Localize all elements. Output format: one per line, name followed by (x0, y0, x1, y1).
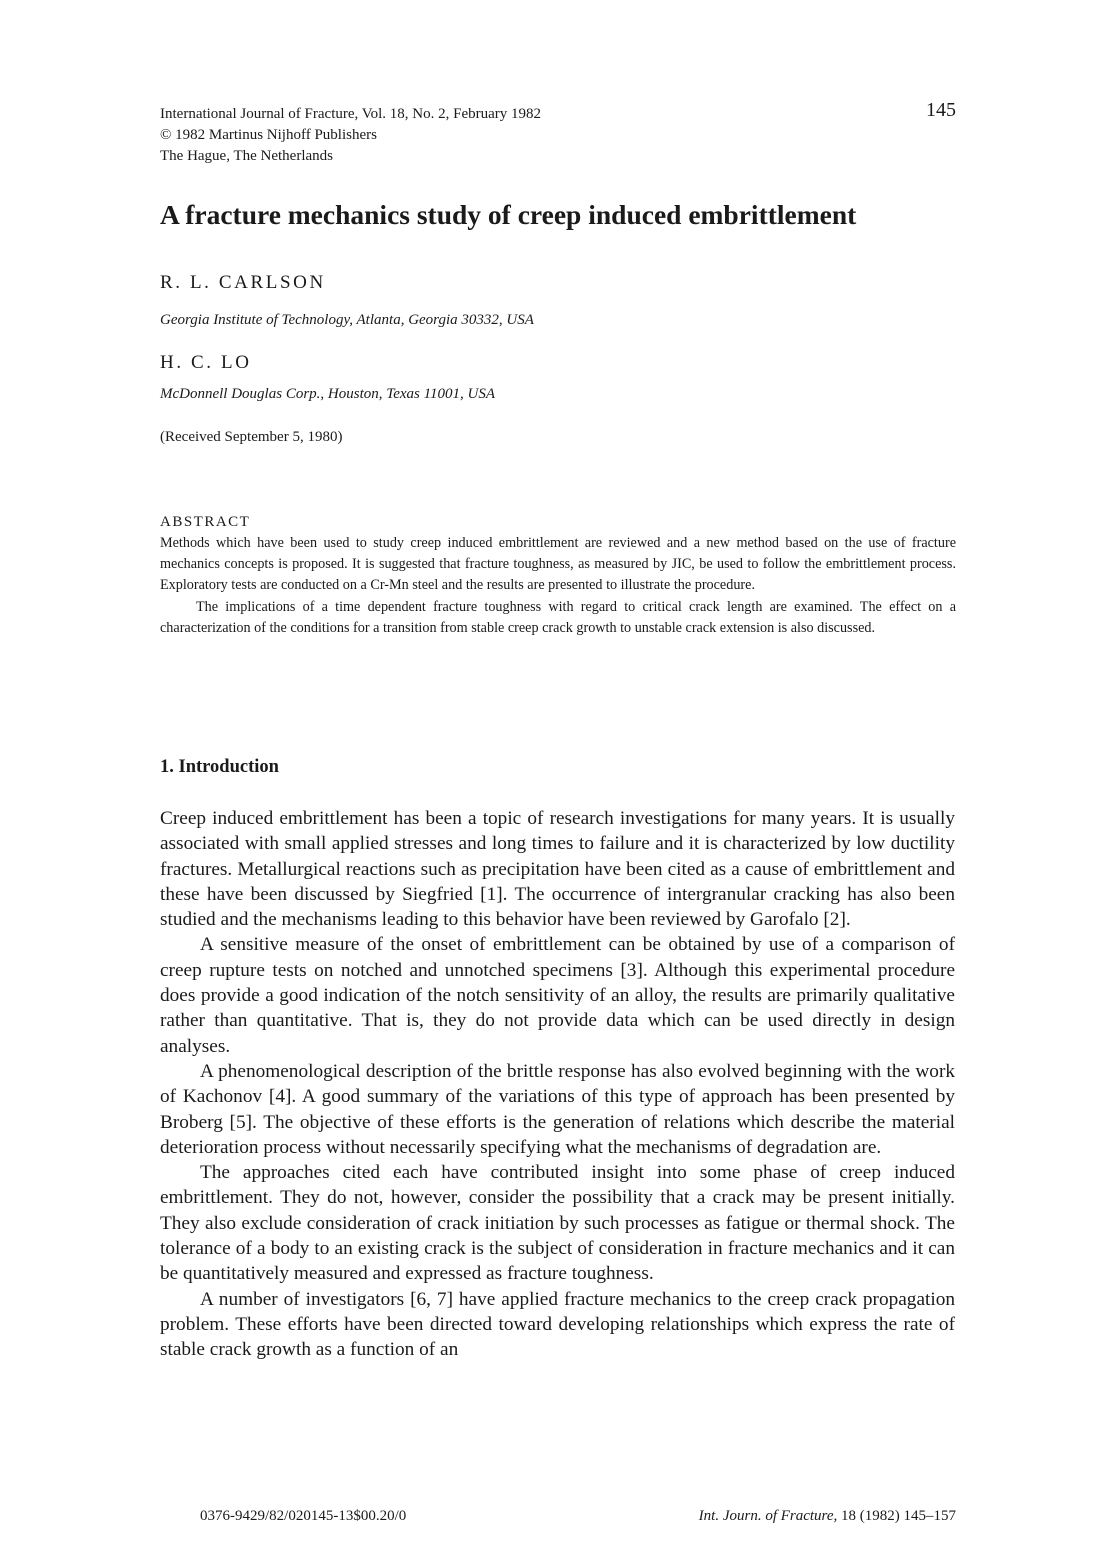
body-paragraph: Creep induced embrittlement has been a topic of research investigations for many years. It is usually associated with small applied stresses and long times to failure and it is characterized by low ductility fractures. Metallurgical reactions such as precipitation have been cited as a cause of embrittlement and these have been discussed by Siegfried [1]. The occurrence of intergranular cracking has also been studied and the mechanisms leading to this behavior have been reviewed by Garofalo [2]. (160, 808, 955, 931)
author-affiliation: Georgia Institute of Technology, Atlanta, Georgia 30332, USA (160, 312, 534, 328)
page-number: 145 (926, 99, 956, 121)
section-heading: 1. Introduction (160, 757, 279, 777)
received-date: (Received September 5, 1980) (160, 429, 343, 445)
body-paragraph: The approaches cited each have contributed insight into some phase of creep induced embrittlement. They do not, however, consider the possibility that a crack may be present initially. They also exclude consideration of crack initiation by such processes as fatigue or thermal shock. The tolerance of a body to an existing crack is the subject of consideration in fracture mechanics and it can be quantitatively measured and expressed as fracture toughness. (160, 1162, 955, 1285)
abstract-paragraph: Methods which have been used to study creep induced embrittlement are reviewed and a new method based on the use of fracture mechanics concepts is proposed. It is suggested that fracture toughness, as measured by JIC, be used to follow the embrittlement process. Exploratory tests are conducted on a Cr-Mn steel and the results are presented to illustrate the procedure. (160, 535, 956, 594)
author-name: H. C. LO (160, 352, 252, 373)
footer-citation (699, 1508, 956, 1525)
journal-header (160, 104, 720, 167)
author-affiliation: McDonnell Douglas Corp., Houston, Texas 11001, USA (160, 386, 495, 402)
section-body (160, 806, 955, 1363)
paper-title: A fracture mechanics study of creep induced embrittlement (160, 199, 857, 230)
footer-journal: Int. Journ. of Fracture, (698, 1508, 838, 1524)
copyright-line: © 1982 Martinus Nijhoff Publishers (160, 127, 377, 143)
abstract-heading: ABSTRACT (160, 514, 251, 530)
body-paragraph: A number of investigators [6, 7] have applied fracture mechanics to the creep crack propagation problem. These efforts have been directed toward developing relationships which express the rate of stable crack growth as a function of an (160, 1288, 955, 1361)
footer-code: 0376-9429/82/020145-13$00.20/0 (200, 1508, 407, 1524)
journal-line: International Journal of Fracture, Vol. 18, No. 2, February 1982 (160, 106, 542, 122)
body-paragraph: A sensitive measure of the onset of embrittlement can be obtained by use of a comparison of creep rupture tests on notched and unnotched specimens [3]. Although this experimental procedure does provide a good indication of the notch sensitivity of an alloy, the results are primarily qualitative rather than quantitative. That is, they do not provide data which can be used directly in design analyses. (160, 934, 955, 1057)
location-line: The Hague, The Netherlands (160, 148, 333, 164)
abstract-paragraph: The implications of a time dependent fracture toughness with regard to critical crack length are examined. The effect on a characterization of the conditions for a transition from stable creep crack growth to unstable crack extension is also discussed. (160, 598, 956, 636)
abstract-body (160, 533, 956, 639)
body-paragraph: A phenomenological description of the brittle response has also evolved beginning with the work of Kachonov [4]. A good summary of the variations of this type of approach has been presented by Broberg [5]. The objective of these efforts is the generation of relations which describe the material deterioration process without necessarily specifying what the mechanisms of degradation are. (160, 1060, 955, 1158)
author-name: R. L. CARLSON (160, 272, 326, 293)
footer-citation-pages: 18 (1982) 145–157 (841, 1508, 956, 1524)
